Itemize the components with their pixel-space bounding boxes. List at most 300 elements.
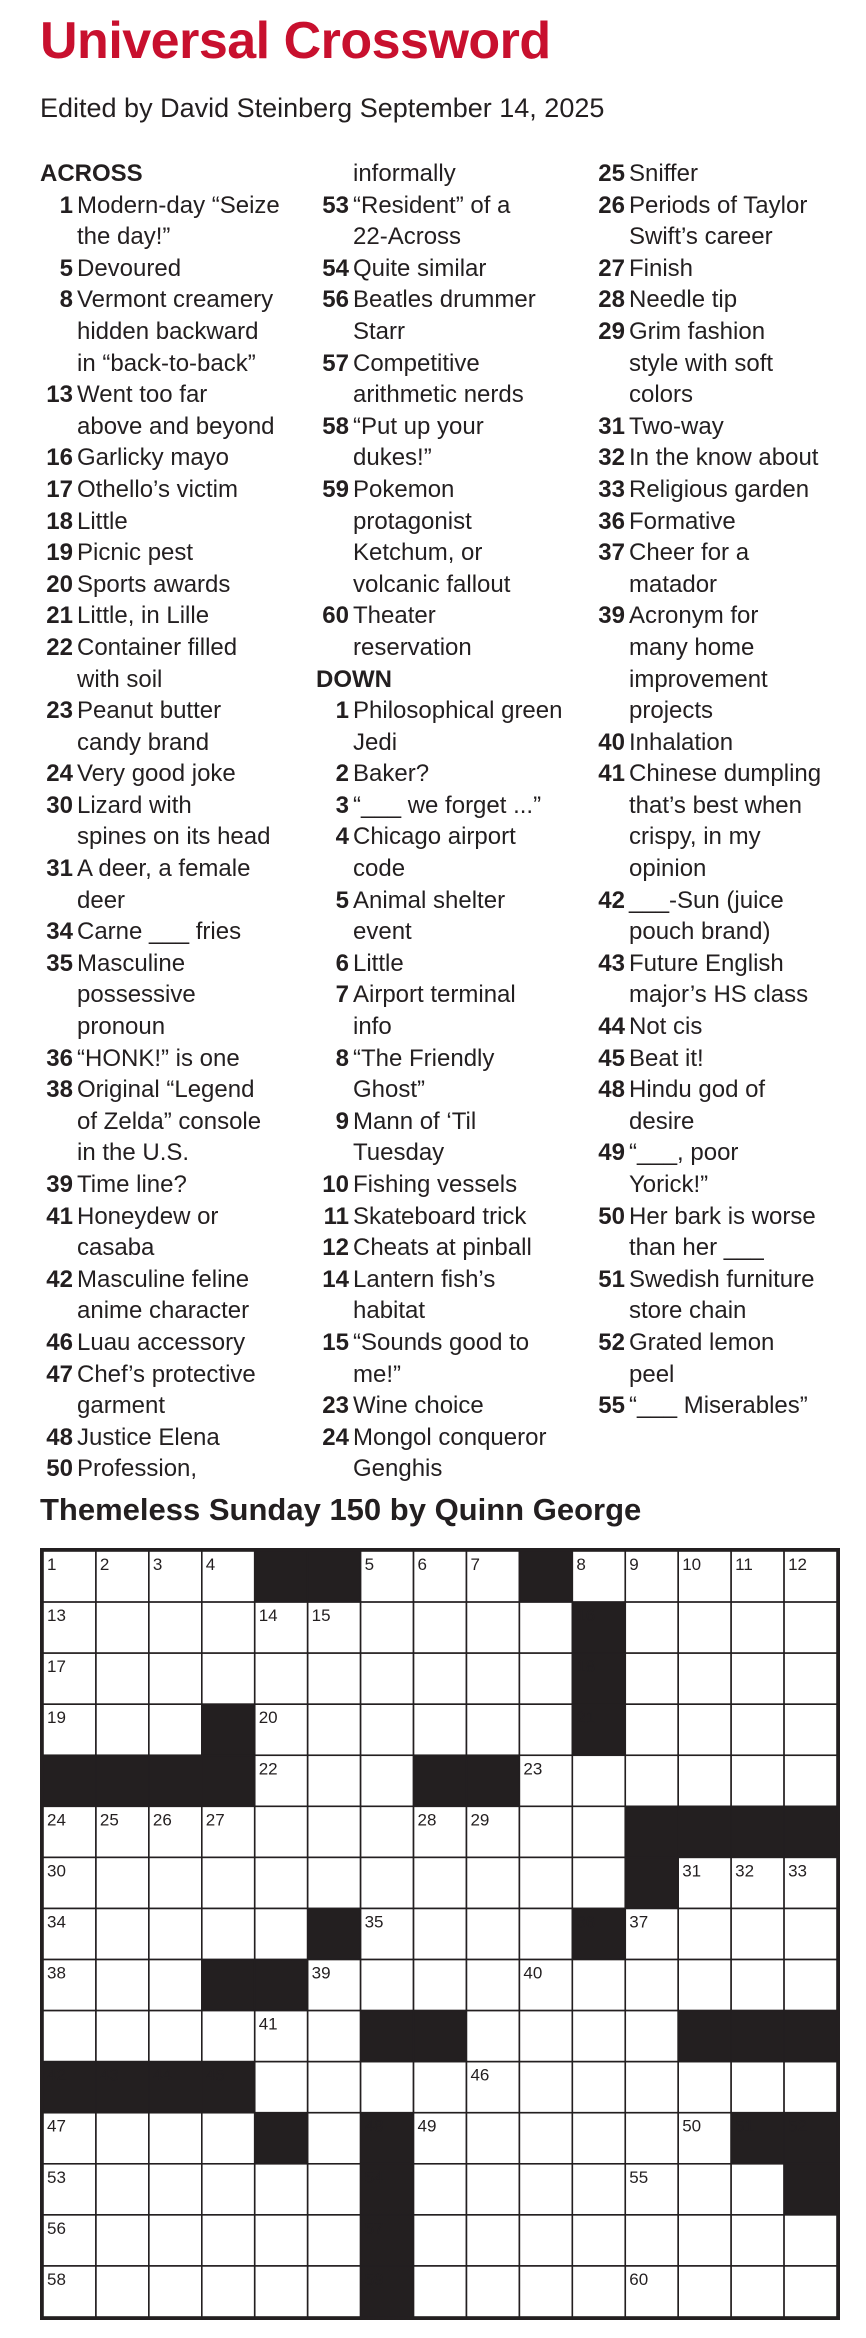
grid-cell[interactable] bbox=[519, 2215, 572, 2266]
across-clue-5 bbox=[40, 253, 310, 285]
clue-number: 59 bbox=[322, 475, 349, 503]
clue-number: 34 bbox=[46, 918, 73, 946]
grid-block bbox=[43, 1755, 96, 1806]
down-clue-40 bbox=[592, 727, 862, 759]
cell-number: 15 bbox=[311, 1606, 331, 1626]
clue-text: Picnic pest bbox=[77, 539, 194, 567]
clue-text: Vermont creamery hidden backward in “back-to-back” bbox=[77, 286, 274, 377]
grid-cell[interactable] bbox=[149, 2113, 202, 2164]
grid-cell[interactable] bbox=[149, 1960, 202, 2011]
cell-number: 53 bbox=[47, 2167, 66, 2187]
grid-cell[interactable] bbox=[202, 1602, 255, 1653]
cell-number: 36 bbox=[576, 1912, 596, 1932]
across-clue-20 bbox=[40, 569, 310, 601]
grid-cell[interactable] bbox=[784, 2062, 837, 2113]
grid-svg bbox=[43, 1551, 837, 2317]
grid-cell[interactable] bbox=[466, 1857, 519, 1908]
grid-cell[interactable] bbox=[466, 2113, 519, 2164]
grid-cell[interactable] bbox=[731, 1704, 784, 1755]
grid-cell[interactable] bbox=[414, 1602, 467, 1653]
grid-cell[interactable] bbox=[308, 1755, 361, 1806]
down-clue-6 bbox=[316, 948, 586, 980]
clue-number: 39 bbox=[598, 602, 625, 630]
clue-number: 41 bbox=[598, 760, 625, 788]
grid-cell[interactable] bbox=[519, 2164, 572, 2215]
grid-cell[interactable] bbox=[519, 1806, 572, 1857]
grid-cell[interactable] bbox=[466, 2215, 519, 2266]
grid-block bbox=[308, 1908, 361, 1959]
cell-number: 54 bbox=[364, 2167, 384, 2187]
grid-cell[interactable] bbox=[625, 1653, 678, 1704]
down-clue-10 bbox=[316, 1169, 586, 1201]
grid-cell[interactable] bbox=[149, 2215, 202, 2266]
cell-number: 27 bbox=[205, 1810, 225, 1830]
clue-number: 35 bbox=[46, 949, 73, 977]
cell-number: 29 bbox=[470, 1810, 490, 1830]
grid-cell[interactable] bbox=[414, 2215, 467, 2266]
grid-cell[interactable] bbox=[149, 1704, 202, 1755]
cell-number: 37 bbox=[629, 1912, 649, 1932]
across-clue-24 bbox=[40, 758, 310, 790]
grid-cell[interactable] bbox=[255, 1806, 308, 1857]
grid-cell[interactable] bbox=[466, 2164, 519, 2215]
grid-cell[interactable] bbox=[572, 1960, 625, 2011]
grid-cell[interactable] bbox=[96, 1602, 149, 1653]
cell-number: 5 bbox=[364, 1555, 375, 1574]
across-clue-16 bbox=[40, 442, 310, 474]
grid-block bbox=[149, 1755, 202, 1806]
grid-cell[interactable] bbox=[784, 1653, 837, 1704]
grid-cell[interactable] bbox=[149, 1602, 202, 1653]
grid-cell[interactable] bbox=[625, 2113, 678, 2164]
clue-number: 17 bbox=[46, 475, 73, 503]
grid-cell[interactable] bbox=[678, 2164, 731, 2215]
clue-text: Went too far above and beyond bbox=[77, 381, 275, 440]
page-title: Universal Crossword bbox=[40, 12, 551, 70]
grid-cell[interactable] bbox=[414, 1960, 467, 2011]
grid-cell[interactable] bbox=[731, 1755, 784, 1806]
grid-block bbox=[678, 2011, 731, 2062]
clue-text: In the know about bbox=[629, 444, 819, 472]
grid-cell[interactable] bbox=[414, 1704, 467, 1755]
grid-cell[interactable] bbox=[678, 1908, 731, 1959]
grid-cell[interactable] bbox=[361, 1857, 414, 1908]
clue-number: 13 bbox=[46, 381, 73, 409]
clue-text: Animal shelter event bbox=[353, 886, 506, 946]
across-clue-31 bbox=[40, 853, 310, 916]
clue-number: 32 bbox=[598, 444, 625, 472]
clue-text: Carne ___ fries bbox=[77, 918, 242, 946]
cell-number: 47 bbox=[47, 2116, 66, 2136]
across-clue-19 bbox=[40, 537, 310, 569]
grid-cell[interactable] bbox=[466, 2011, 519, 2062]
across-heading: ACROSS bbox=[40, 160, 143, 187]
grid-cell[interactable] bbox=[96, 2113, 149, 2164]
grid-cell[interactable] bbox=[784, 2215, 837, 2266]
across-clue-8 bbox=[40, 284, 310, 379]
clue-number: 23 bbox=[46, 697, 73, 725]
across-clue-1 bbox=[40, 190, 310, 253]
cell-number: 3 bbox=[152, 1555, 163, 1574]
clue-text: Devoured bbox=[77, 254, 182, 282]
grid-cell[interactable] bbox=[572, 2113, 625, 2164]
grid-cell[interactable] bbox=[361, 1653, 414, 1704]
clue-number: 58 bbox=[322, 412, 349, 440]
grid-block bbox=[731, 1806, 784, 1857]
grid-cell[interactable] bbox=[202, 1908, 255, 1959]
grid-cell[interactable] bbox=[731, 1602, 784, 1653]
cell-number: 4 bbox=[205, 1555, 216, 1574]
grid-cell[interactable] bbox=[519, 2113, 572, 2164]
cell-number: 34 bbox=[47, 1912, 66, 1932]
grid-block bbox=[255, 2113, 308, 2164]
cell-number: 40 bbox=[523, 1963, 543, 1983]
clue-number: 29 bbox=[598, 317, 625, 345]
clue-number: 6 bbox=[335, 949, 349, 977]
grid-cell[interactable] bbox=[149, 2266, 202, 2317]
down-clue-1 bbox=[316, 695, 586, 758]
grid-cell[interactable] bbox=[96, 1704, 149, 1755]
grid-cell[interactable] bbox=[572, 2164, 625, 2215]
grid-cell[interactable] bbox=[202, 2011, 255, 2062]
grid-cell[interactable] bbox=[414, 2062, 467, 2113]
cell-number: 9 bbox=[629, 1555, 639, 1574]
grid-cell[interactable] bbox=[466, 1908, 519, 1959]
grid-cell[interactable] bbox=[202, 2164, 255, 2215]
across-clue-58 bbox=[316, 411, 586, 474]
grid-block bbox=[678, 1806, 731, 1857]
grid-cell[interactable] bbox=[96, 1653, 149, 1704]
grid-cell[interactable] bbox=[519, 1602, 572, 1653]
grid-cell[interactable] bbox=[96, 2164, 149, 2215]
grid-cell[interactable] bbox=[202, 1857, 255, 1908]
grid-cell[interactable] bbox=[361, 2062, 414, 2113]
cell-number: 59 bbox=[364, 2269, 384, 2289]
cell-number: 12 bbox=[788, 1555, 807, 1574]
puzzle-title: Themeless Sunday 150 by Quinn George bbox=[40, 1492, 642, 1527]
grid-cell[interactable] bbox=[572, 2062, 625, 2113]
grid-cell[interactable] bbox=[255, 2164, 308, 2215]
clue-text: Lizard with spines on its head bbox=[77, 791, 271, 851]
down-clue-32 bbox=[592, 442, 862, 474]
clue-number: 44 bbox=[598, 1013, 625, 1041]
across-clue-22 bbox=[40, 632, 310, 695]
grid-cell[interactable] bbox=[519, 1908, 572, 1959]
clue-number: 56 bbox=[322, 286, 349, 314]
clue-text: Swedish furniture store chain bbox=[629, 1265, 815, 1325]
grid-cell[interactable] bbox=[678, 2215, 731, 2266]
grid-cell[interactable] bbox=[625, 2011, 678, 2062]
grid-cell[interactable] bbox=[572, 2011, 625, 2062]
grid-cell[interactable] bbox=[519, 2266, 572, 2317]
cell-number: 58 bbox=[47, 2269, 66, 2289]
clue-text: “The Friendly Ghost” bbox=[353, 1044, 495, 1104]
grid-cell[interactable] bbox=[625, 2215, 678, 2266]
grid-cell[interactable] bbox=[784, 1602, 837, 1653]
clue-number: 36 bbox=[46, 1044, 73, 1072]
cell-number: 45 bbox=[205, 2065, 225, 2085]
clue-text: Othello’s victim bbox=[77, 475, 238, 503]
grid-cell[interactable] bbox=[731, 2215, 784, 2266]
grid-cell[interactable] bbox=[678, 1755, 731, 1806]
grid-cell[interactable] bbox=[625, 1602, 678, 1653]
grid-cell[interactable] bbox=[625, 2062, 678, 2113]
down-clue-39 bbox=[592, 600, 862, 726]
across-clue-47 bbox=[40, 1359, 310, 1422]
grid-cell[interactable] bbox=[625, 1960, 678, 2011]
grid-cell[interactable] bbox=[466, 1960, 519, 2011]
grid-block bbox=[202, 1755, 255, 1806]
grid-cell[interactable] bbox=[308, 1857, 361, 1908]
grid-cell[interactable] bbox=[361, 1704, 414, 1755]
clue-text: Pokemon protagonist Ketchum, or volcanic fallout bbox=[353, 475, 511, 598]
grid-cell[interactable] bbox=[678, 2062, 731, 2113]
clue-number: 25 bbox=[598, 160, 625, 187]
cell-number: 48 bbox=[364, 2116, 384, 2136]
grid-cell[interactable] bbox=[784, 1908, 837, 1959]
grid-cell[interactable] bbox=[43, 2011, 96, 2062]
grid-cell[interactable] bbox=[255, 1857, 308, 1908]
down-clue-2 bbox=[316, 758, 586, 790]
grid-cell[interactable] bbox=[96, 1857, 149, 1908]
clue-text: Competitive arithmetic nerds bbox=[353, 349, 524, 409]
clue-number: 18 bbox=[46, 507, 73, 535]
cell-number: 26 bbox=[152, 1810, 172, 1830]
grid-cell[interactable] bbox=[784, 1755, 837, 1806]
clue-number: 33 bbox=[598, 475, 625, 503]
clue-number: 39 bbox=[46, 1171, 73, 1198]
crossword-grid bbox=[40, 1548, 840, 2320]
down-clue-25 bbox=[592, 158, 862, 190]
grid-cell[interactable] bbox=[255, 1653, 308, 1704]
clue-text: Chef’s protective garment bbox=[77, 1360, 256, 1420]
cell-number: 6 bbox=[417, 1555, 428, 1574]
grid-cell[interactable] bbox=[96, 1960, 149, 2011]
grid-cell[interactable] bbox=[678, 1653, 731, 1704]
grid-cell[interactable] bbox=[625, 1755, 678, 1806]
grid-cell[interactable] bbox=[308, 1653, 361, 1704]
grid-cell[interactable] bbox=[361, 1806, 414, 1857]
clue-text: Chinese dumpling that’s best when crispy, in my opinion bbox=[629, 760, 822, 883]
grid-cell[interactable] bbox=[731, 1908, 784, 1959]
down-clue-12 bbox=[316, 1232, 586, 1264]
grid-block bbox=[731, 2011, 784, 2062]
grid-cell[interactable] bbox=[519, 2062, 572, 2113]
grid-block bbox=[466, 1755, 519, 1806]
across-clue-18 bbox=[40, 506, 310, 538]
clue-text: Justice Elena bbox=[77, 1423, 220, 1451]
grid-cell[interactable] bbox=[149, 1857, 202, 1908]
grid-cell[interactable] bbox=[202, 2215, 255, 2266]
grid-block bbox=[519, 1551, 572, 1602]
cell-number: 42 bbox=[47, 2065, 66, 2085]
grid-block bbox=[361, 2011, 414, 2062]
clue-text: A deer, a female deer bbox=[77, 855, 251, 914]
across-clue-17 bbox=[40, 474, 310, 506]
grid-cell[interactable] bbox=[731, 1653, 784, 1704]
cell-number: 38 bbox=[47, 1963, 66, 1983]
cell-number: 56 bbox=[47, 2218, 66, 2238]
grid-cell[interactable] bbox=[784, 1960, 837, 2011]
down-clue-24 bbox=[316, 1422, 586, 1485]
clue-number: 60 bbox=[322, 602, 349, 630]
across-clue-48 bbox=[40, 1422, 310, 1454]
cell-number: 39 bbox=[311, 1963, 331, 1983]
across-clue-34 bbox=[40, 916, 310, 948]
clue-number: 24 bbox=[46, 760, 73, 788]
grid-cell[interactable] bbox=[202, 2113, 255, 2164]
clue-number: 14 bbox=[322, 1265, 349, 1293]
grid-cell[interactable] bbox=[466, 1602, 519, 1653]
across-clue-54 bbox=[316, 253, 586, 285]
grid-cell[interactable] bbox=[731, 2062, 784, 2113]
clue-number: 43 bbox=[598, 949, 625, 977]
clue-number: 16 bbox=[46, 444, 73, 472]
grid-cell[interactable] bbox=[678, 1704, 731, 1755]
grid-cell[interactable] bbox=[572, 2266, 625, 2317]
grid-cell[interactable] bbox=[255, 1908, 308, 1959]
down-clue-11 bbox=[316, 1201, 586, 1233]
clue-number: 3 bbox=[335, 791, 349, 819]
grid-cell[interactable] bbox=[678, 1960, 731, 2011]
clue-text: Container filled with soil bbox=[77, 633, 238, 693]
grid-cell[interactable] bbox=[149, 1653, 202, 1704]
grid-cell[interactable] bbox=[572, 2215, 625, 2266]
across-clue-35 bbox=[40, 948, 310, 1043]
clue-text: Future English major’s HS class bbox=[629, 949, 809, 1009]
byline: Edited by David Steinberg September 14, 2025 bbox=[40, 93, 605, 123]
clue-text: Very good joke bbox=[77, 760, 236, 788]
cell-number: 2 bbox=[99, 1555, 110, 1574]
grid-cell[interactable] bbox=[414, 2266, 467, 2317]
grid-cell[interactable] bbox=[519, 1653, 572, 1704]
clue-text: Little, in Lille bbox=[77, 602, 210, 630]
grid-block bbox=[784, 2164, 837, 2215]
clue-text: Modern-day “Seize the day!” bbox=[77, 191, 280, 251]
down-clue-37 bbox=[592, 537, 862, 600]
grid-cell[interactable] bbox=[96, 1908, 149, 1959]
grid-cell[interactable] bbox=[96, 2215, 149, 2266]
grid-cell[interactable] bbox=[255, 2266, 308, 2317]
grid-cell[interactable] bbox=[96, 2266, 149, 2317]
grid-cell[interactable] bbox=[308, 1704, 361, 1755]
grid-cell[interactable] bbox=[625, 1704, 678, 1755]
down-clue-9 bbox=[316, 1106, 586, 1169]
cell-number: 18 bbox=[576, 1657, 596, 1677]
grid-cell[interactable] bbox=[784, 2266, 837, 2317]
down-clue-26 bbox=[592, 190, 862, 253]
clue-number: 28 bbox=[598, 286, 625, 314]
grid-cell[interactable] bbox=[731, 1960, 784, 2011]
clue-text: “___, poor Yorick!” bbox=[629, 1139, 739, 1198]
clue-text: Garlicky mayo bbox=[77, 444, 230, 472]
grid-cell[interactable] bbox=[308, 2164, 361, 2215]
down-clue-43 bbox=[592, 948, 862, 1011]
grid-cell[interactable] bbox=[572, 1755, 625, 1806]
grid-cell[interactable] bbox=[519, 1704, 572, 1755]
grid-cell[interactable] bbox=[519, 2011, 572, 2062]
grid-cell[interactable] bbox=[308, 2011, 361, 2062]
grid-cell[interactable] bbox=[361, 1755, 414, 1806]
grid-cell[interactable] bbox=[255, 2062, 308, 2113]
clue-number: 26 bbox=[598, 191, 625, 219]
down-clue-36 bbox=[592, 506, 862, 538]
clue-text: Mann of ‘Til Tuesday bbox=[353, 1107, 477, 1167]
grid-cell[interactable] bbox=[308, 2062, 361, 2113]
grid-cell[interactable] bbox=[308, 2113, 361, 2164]
clue-text: ___-Sun (juice pouch brand) bbox=[629, 886, 784, 946]
clue-text: Fishing vessels bbox=[353, 1171, 518, 1198]
grid-cell[interactable] bbox=[414, 1908, 467, 1959]
grid-cell[interactable] bbox=[308, 1806, 361, 1857]
grid-cell[interactable] bbox=[678, 2266, 731, 2317]
clue-text: Mongol conqueror Genghis bbox=[353, 1423, 547, 1483]
grid-cell[interactable] bbox=[149, 1908, 202, 1959]
down-clue-51 bbox=[592, 1264, 862, 1327]
grid-cell[interactable] bbox=[414, 1857, 467, 1908]
grid-block bbox=[96, 1755, 149, 1806]
down-clue-41 bbox=[592, 758, 862, 884]
grid-cell[interactable] bbox=[519, 1857, 572, 1908]
down-clue-50 bbox=[592, 1201, 862, 1264]
grid-cell[interactable] bbox=[202, 1653, 255, 1704]
clue-text: Masculine feline anime character bbox=[77, 1265, 250, 1325]
grid-cell[interactable] bbox=[149, 2011, 202, 2062]
clue-text: Formative bbox=[629, 507, 736, 535]
grid-cell[interactable] bbox=[731, 2266, 784, 2317]
grid-cell[interactable] bbox=[572, 1806, 625, 1857]
grid-cell[interactable] bbox=[361, 1602, 414, 1653]
grid-cell[interactable] bbox=[96, 2011, 149, 2062]
grid-cell[interactable] bbox=[678, 1602, 731, 1653]
clue-text: Skateboard trick bbox=[353, 1202, 527, 1230]
clue-text: Inhalation bbox=[629, 728, 734, 756]
clue-text: Honeydew or casaba bbox=[77, 1202, 219, 1262]
grid-cell[interactable] bbox=[414, 1653, 467, 1704]
clue-number: 55 bbox=[598, 1392, 625, 1420]
cell-number: 44 bbox=[152, 2065, 172, 2085]
across-clue-30 bbox=[40, 790, 310, 853]
grid-block bbox=[414, 1755, 467, 1806]
cell-number: 11 bbox=[735, 1555, 753, 1574]
across-clue-39 bbox=[40, 1169, 310, 1201]
grid-cell[interactable] bbox=[572, 1857, 625, 1908]
grid-cell[interactable] bbox=[308, 2215, 361, 2266]
grid-block bbox=[255, 1551, 308, 1602]
grid-cell[interactable] bbox=[202, 2266, 255, 2317]
clue-number: 11 bbox=[323, 1202, 349, 1230]
clue-text: Religious garden bbox=[629, 475, 810, 503]
down-clue-4 bbox=[316, 821, 586, 884]
grid-cell[interactable] bbox=[149, 2164, 202, 2215]
grid-cell[interactable] bbox=[308, 2266, 361, 2317]
grid-cell[interactable] bbox=[414, 2164, 467, 2215]
grid-cell[interactable] bbox=[361, 1960, 414, 2011]
grid-cell[interactable] bbox=[255, 2215, 308, 2266]
clue-number: 8 bbox=[59, 286, 73, 314]
grid-cell[interactable] bbox=[466, 2266, 519, 2317]
grid-cell[interactable] bbox=[784, 1704, 837, 1755]
down-clue-28 bbox=[592, 284, 862, 316]
clue-number: 48 bbox=[598, 1076, 625, 1104]
cell-number: 33 bbox=[788, 1861, 807, 1881]
cell-number: 28 bbox=[417, 1810, 437, 1830]
grid-cell[interactable] bbox=[731, 2164, 784, 2215]
clue-number: 12 bbox=[322, 1234, 349, 1262]
cell-number: 1 bbox=[47, 1555, 57, 1574]
grid-cell[interactable] bbox=[466, 1704, 519, 1755]
grid-cell[interactable] bbox=[466, 1653, 519, 1704]
